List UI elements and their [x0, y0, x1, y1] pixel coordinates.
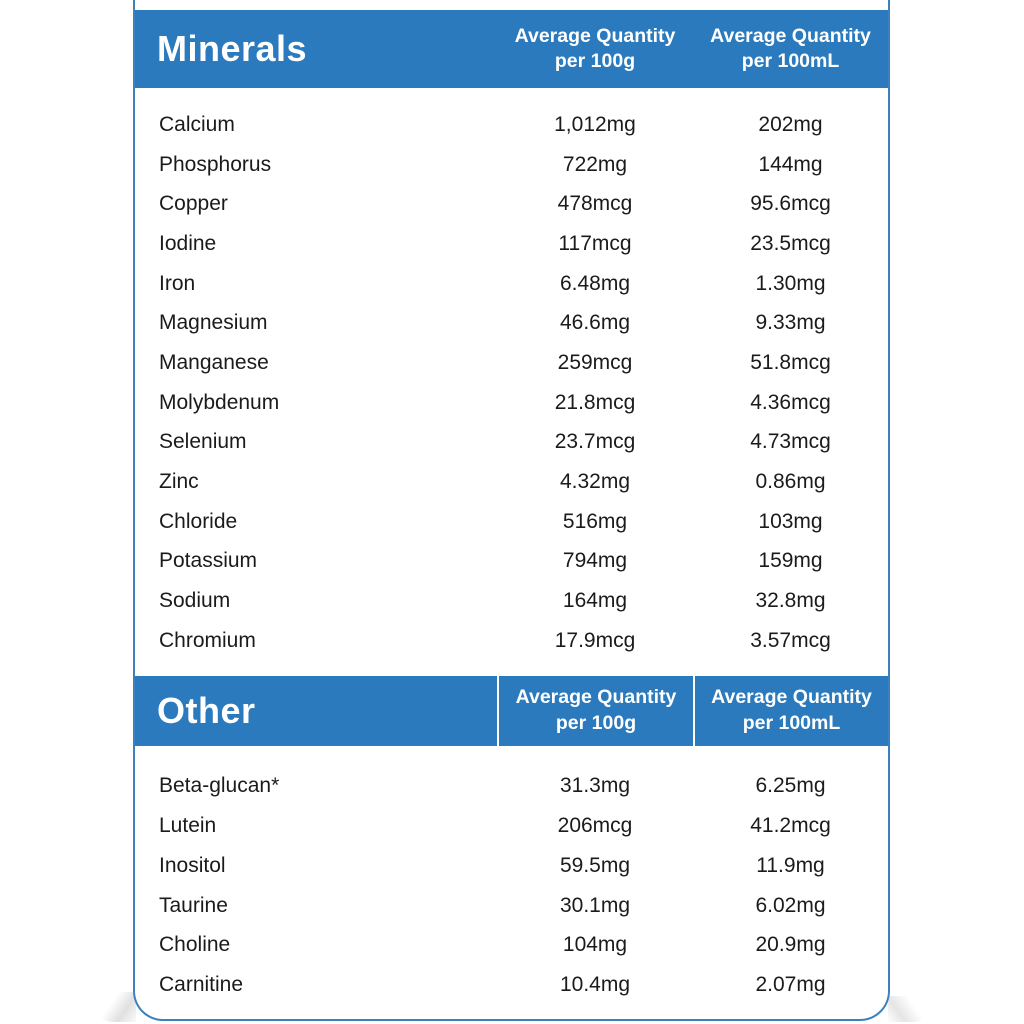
- nutrient-name: Carnitine: [159, 972, 244, 996]
- value-per-100ml: 4.73mcg: [750, 430, 831, 454]
- column-header-per-100g: Average Quantity per 100g: [497, 676, 693, 746]
- nutrient-name: Taurine: [159, 893, 228, 917]
- table-row: [135, 925, 888, 965]
- nutrient-name: Phosphorus: [159, 152, 272, 176]
- table-row: [135, 224, 888, 264]
- value-per-100ml: 144mg: [758, 152, 823, 176]
- value-per-100g: 21.8mcg: [554, 390, 636, 414]
- value-per-100g: 104mg: [562, 933, 628, 957]
- nutrient-name: Beta-glucan*: [159, 774, 280, 798]
- value-per-100g: 117mcg: [558, 231, 632, 255]
- nutrient-name: Choline: [159, 933, 231, 957]
- value-per-100g: 10.4mg: [559, 972, 631, 996]
- value-per-100ml: 51.8mcg: [750, 350, 831, 374]
- nutrient-name: Manganese: [159, 350, 269, 374]
- value-per-100g: 17.9mcg: [554, 628, 636, 652]
- value-per-100g: 722mg: [562, 152, 628, 176]
- nutrient-name: Inositol: [159, 853, 226, 877]
- value-per-100ml: 2.07mg: [755, 972, 826, 996]
- table-row: [135, 383, 888, 423]
- table-row: [135, 767, 888, 807]
- table-row: [135, 303, 888, 343]
- minerals-header-row: [135, 10, 888, 88]
- table-row: [135, 886, 888, 926]
- table-row: [135, 343, 888, 383]
- table-row: [135, 581, 888, 621]
- section-title-minerals: Minerals: [157, 28, 308, 69]
- nutrient-name: Molybdenum: [159, 390, 280, 414]
- nutrient-name: Magnesium: [159, 311, 268, 335]
- table-row: [135, 184, 888, 224]
- value-per-100ml: 4.36mcg: [750, 390, 831, 414]
- value-per-100ml: 103mg: [758, 509, 823, 533]
- value-per-100g: 30.1mg: [559, 893, 631, 917]
- value-per-100g: 1,012mg: [554, 112, 636, 136]
- table-row: [135, 423, 888, 463]
- column-header-per-100ml: Average Quantity per 100mL: [693, 676, 888, 746]
- value-per-100g: 478mcg: [557, 192, 633, 216]
- nutrient-name: Selenium: [159, 430, 247, 454]
- column-header-per-100ml: Average Quantity per 100mL: [710, 24, 871, 72]
- value-per-100g: 23.7mcg: [554, 430, 636, 454]
- table-row: [135, 145, 888, 185]
- page-curl-shadow-left: [98, 992, 136, 1022]
- table-row: [135, 846, 888, 886]
- nutrient-name: Iodine: [159, 231, 217, 255]
- value-per-100ml: 41.2mcg: [750, 814, 831, 838]
- table-row: [135, 105, 888, 145]
- value-per-100g: 46.6mg: [559, 311, 631, 335]
- value-per-100g: 794mg: [562, 549, 628, 573]
- value-per-100g: 206mcg: [557, 814, 633, 838]
- nutrient-name: Copper: [159, 192, 228, 216]
- column-header-per-100g: Average Quantity per 100g: [514, 24, 676, 72]
- value-per-100ml: 9.33mg: [755, 311, 826, 335]
- value-per-100ml: 159mg: [758, 549, 823, 573]
- value-per-100ml: 20.9mg: [755, 933, 826, 957]
- table-row: [135, 965, 888, 1005]
- other-header-row: [135, 676, 888, 746]
- nutrient-name: Lutein: [159, 814, 217, 838]
- section-title-other: Other: [157, 689, 256, 731]
- table-row: [135, 806, 888, 846]
- value-per-100g: 6.48mg: [559, 271, 631, 295]
- table-row: [135, 542, 888, 582]
- table-row: [135, 621, 888, 661]
- nutrient-name: Sodium: [159, 589, 231, 613]
- value-per-100g: 4.32mg: [559, 470, 631, 494]
- nutrient-name: Zinc: [159, 470, 199, 494]
- other-table: [135, 676, 888, 1005]
- value-per-100ml: 1.30mg: [755, 271, 826, 295]
- page-curl-shadow-right: [888, 996, 928, 1022]
- nutrition-panel-card: [133, 0, 890, 1021]
- value-per-100g: 259mcg: [557, 350, 633, 374]
- value-per-100ml: 23.5mcg: [750, 231, 831, 255]
- minerals-rows: [135, 88, 888, 661]
- nutrient-name: Calcium: [159, 112, 235, 136]
- value-per-100g: 59.5mg: [559, 853, 631, 877]
- value-per-100g: 164mg: [562, 589, 628, 613]
- table-row: [135, 502, 888, 542]
- nutrient-name: Chloride: [159, 509, 238, 533]
- value-per-100ml: 32.8mg: [755, 589, 826, 613]
- value-per-100ml: 11.9mg: [756, 853, 825, 877]
- nutrient-name: Chromium: [159, 628, 256, 652]
- value-per-100g: 516mg: [562, 509, 628, 533]
- value-per-100ml: 202mg: [758, 112, 823, 136]
- value-per-100g: 31.3mg: [559, 774, 631, 798]
- value-per-100ml: 3.57mcg: [750, 628, 831, 652]
- value-per-100ml: 0.86mg: [755, 470, 826, 494]
- minerals-table: [135, 10, 888, 661]
- other-rows: [135, 746, 888, 1005]
- nutrient-name: Potassium: [159, 549, 258, 573]
- value-per-100ml: 6.02mg: [755, 893, 826, 917]
- nutrient-name: Iron: [159, 271, 196, 295]
- table-row: [135, 462, 888, 502]
- value-per-100ml: 95.6mcg: [750, 192, 831, 216]
- value-per-100ml: 6.25mg: [755, 774, 826, 798]
- table-row: [135, 264, 888, 304]
